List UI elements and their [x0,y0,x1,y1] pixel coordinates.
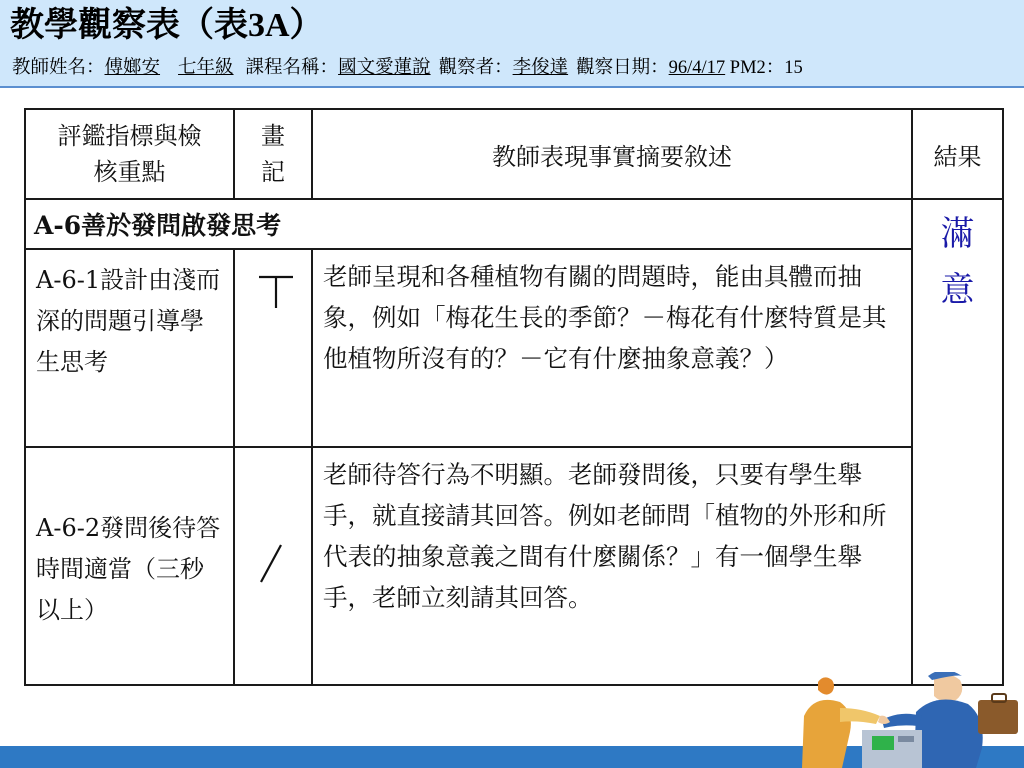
observation-table-container [24,108,1004,686]
tally-mark-cell [234,249,312,447]
date-value: 96/4/17 [668,58,726,78]
time-value: PM2：15 [729,58,803,78]
header-row [25,109,1003,199]
header-divider [0,86,1024,88]
section-row [25,199,1003,249]
result-text: 滿意 [940,214,975,310]
table-row [25,447,1003,685]
course-name: 國文愛蓮說 [338,58,431,78]
grade: 七年級 [178,58,234,78]
header-description: 教師表現事實摘要敘述 [312,109,912,199]
tally-mark-cell [234,447,312,685]
header-indicator: 評鑑指標與檢核重點 [25,109,234,199]
teacher-name: 傅嫏安 [104,58,161,78]
cartoon-people-illustration [796,672,1024,768]
observer-name: 李俊達 [512,58,569,78]
teacher-label: 教師姓名： [12,58,105,78]
indicator-cell: A-6-1設計由淺而深的問題引導學生思考 [25,249,234,447]
table-row [25,249,1003,447]
page-title: 教學觀察表（表3A） [10,7,324,44]
tally-mark-two-strokes [235,250,313,436]
section-title: A-6善於發問啟發思考 [25,199,912,249]
tally-mark-one-stroke [235,448,313,678]
description-cell: 老師呈現和各種植物有關的問題時，能由具體而抽象，例如「梅花生長的季節？－梅花有什麼特質是其他植物所沒有的？－它有什麼抽象意義？） [312,249,912,447]
description-cell: 老師待答行為不明顯。老師發問後，只要有學生舉手，就直接請其回答。例如老師問「植物的外形和所代表的抽象意義之間有什麼關係？」有一個學生舉手，老師立刻請其回答。 [312,447,912,685]
result-cell [912,199,1003,685]
observation-table [24,108,1004,686]
header-result: 結果 [912,109,1003,199]
indicator-cell: A-6-2發問後待答時間適當（三秒以上） [25,447,234,685]
date-label: 觀察日期： [576,58,669,78]
observation-info [12,56,803,80]
observer-label: 觀察者： [438,58,513,78]
header-mark: 畫記 [234,109,312,199]
course-label: 課程名稱： [245,58,339,78]
slide-header [0,0,1024,86]
